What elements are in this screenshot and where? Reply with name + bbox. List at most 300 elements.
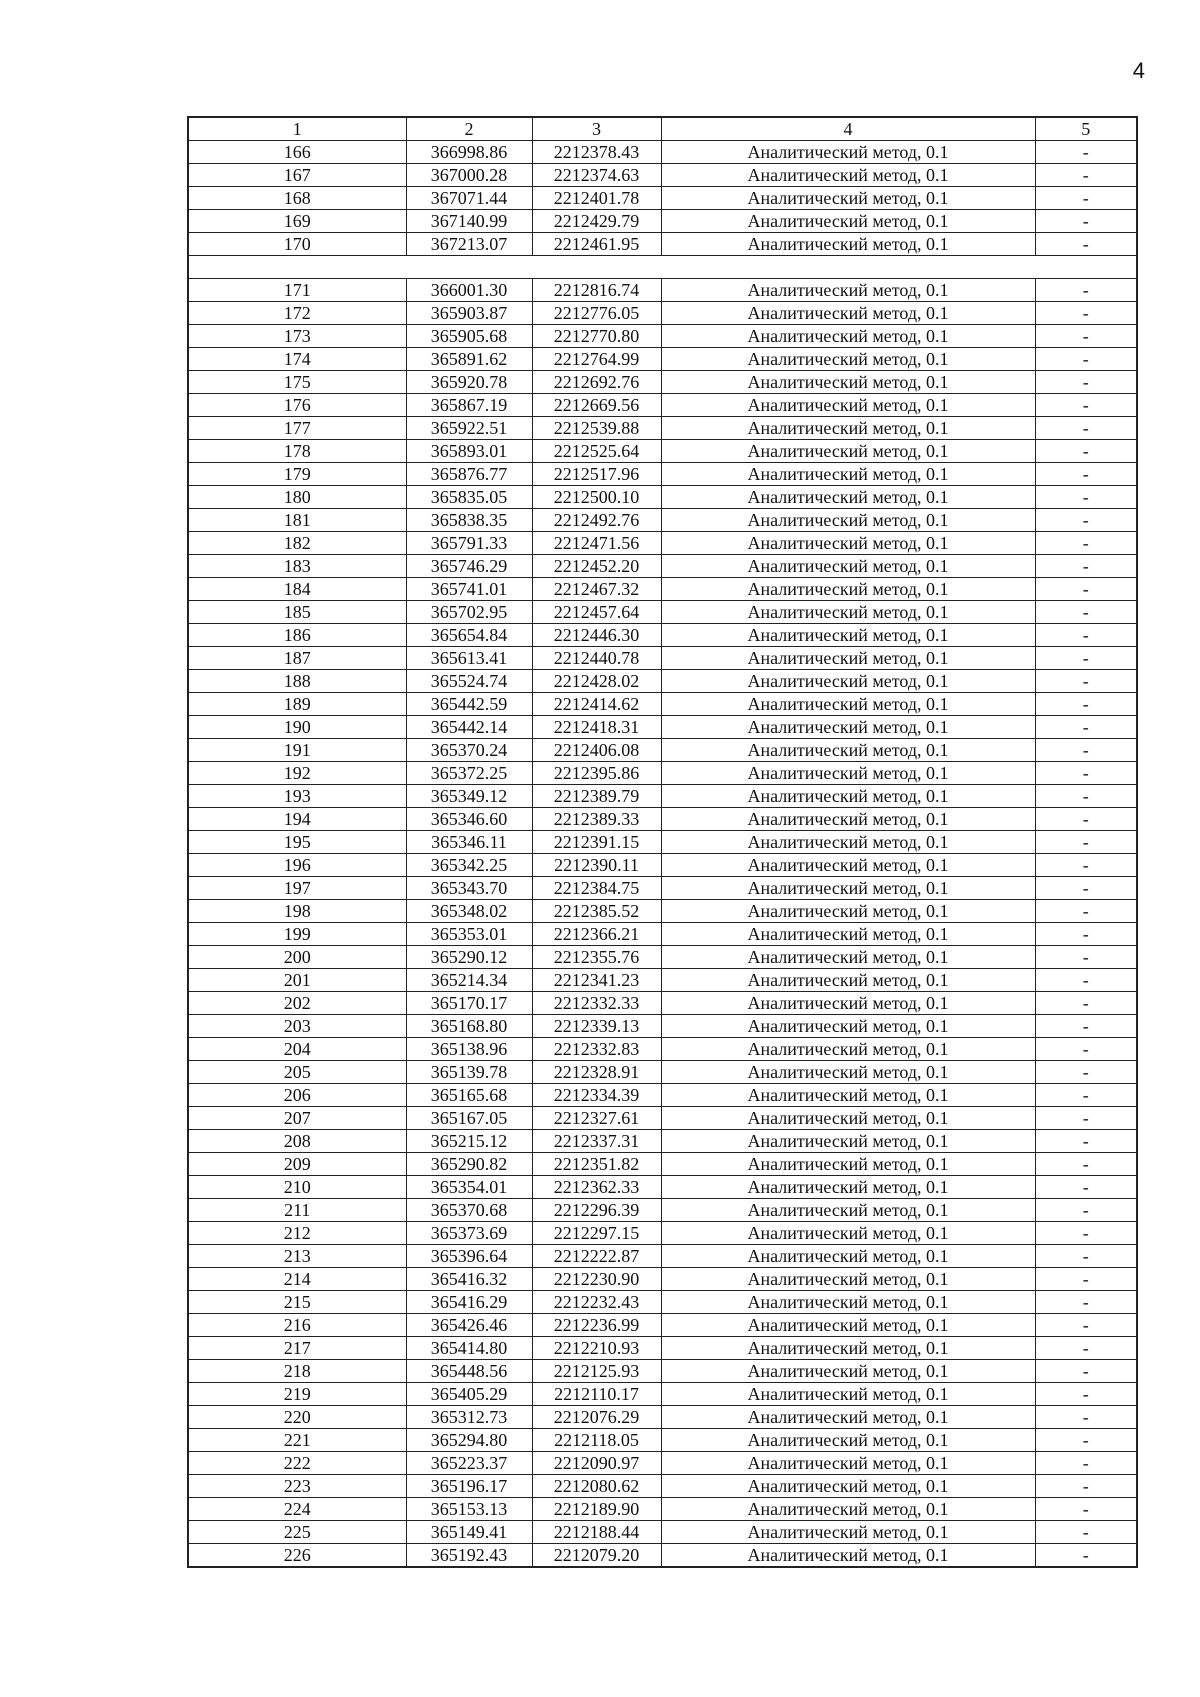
table-row <box>188 1245 1137 1268</box>
header-row <box>188 117 1137 141</box>
x-coordinate-cell: 365138.96 <box>406 1038 532 1061</box>
y-coordinate-cell: 2212236.99 <box>532 1314 661 1337</box>
y-coordinate-cell: 2212467.32 <box>532 578 661 601</box>
method-cell: Аналитический метод, 0.1 <box>661 1383 1035 1406</box>
y-coordinate-cell: 2212230.90 <box>532 1268 661 1291</box>
table-row <box>188 831 1137 854</box>
mark-cell: - <box>1035 440 1137 463</box>
table-row <box>188 417 1137 440</box>
y-coordinate-cell: 2212440.78 <box>532 647 661 670</box>
method-cell: Аналитический метод, 0.1 <box>661 693 1035 716</box>
point-number-cell: 185 <box>188 601 406 624</box>
method-cell: Аналитический метод, 0.1 <box>661 1061 1035 1084</box>
y-coordinate-cell: 2212090.97 <box>532 1452 661 1475</box>
point-number-cell: 212 <box>188 1222 406 1245</box>
method-cell: Аналитический метод, 0.1 <box>661 1429 1035 1452</box>
method-cell: Аналитический метод, 0.1 <box>661 210 1035 233</box>
table-row <box>188 762 1137 785</box>
method-cell: Аналитический метод, 0.1 <box>661 233 1035 256</box>
method-cell: Аналитический метод, 0.1 <box>661 417 1035 440</box>
point-number-cell: 171 <box>188 279 406 302</box>
y-coordinate-cell: 2212378.43 <box>532 141 661 164</box>
point-number-cell: 222 <box>188 1452 406 1475</box>
separator-cell <box>188 256 1137 279</box>
method-cell: Аналитический метод, 0.1 <box>661 440 1035 463</box>
x-coordinate-cell: 365343.70 <box>406 877 532 900</box>
x-coordinate-cell: 365920.78 <box>406 371 532 394</box>
table-row <box>188 1521 1137 1544</box>
y-coordinate-cell: 2212332.83 <box>532 1038 661 1061</box>
table-row <box>188 1268 1137 1291</box>
x-coordinate-cell: 367213.07 <box>406 233 532 256</box>
mark-cell: - <box>1035 1291 1137 1314</box>
method-cell: Аналитический метод, 0.1 <box>661 348 1035 371</box>
method-cell: Аналитический метод, 0.1 <box>661 992 1035 1015</box>
table-row <box>188 923 1137 946</box>
point-number-cell: 172 <box>188 302 406 325</box>
table-row <box>188 1199 1137 1222</box>
mark-cell: - <box>1035 210 1137 233</box>
y-coordinate-cell: 2212471.56 <box>532 532 661 555</box>
point-number-cell: 195 <box>188 831 406 854</box>
x-coordinate-cell: 365838.35 <box>406 509 532 532</box>
point-number-cell: 190 <box>188 716 406 739</box>
table-row <box>188 463 1137 486</box>
y-coordinate-cell: 2212210.93 <box>532 1337 661 1360</box>
y-coordinate-cell: 2212332.33 <box>532 992 661 1015</box>
y-coordinate-cell: 2212362.33 <box>532 1176 661 1199</box>
table-row <box>188 1061 1137 1084</box>
method-cell: Аналитический метод, 0.1 <box>661 555 1035 578</box>
mark-cell: - <box>1035 1406 1137 1429</box>
y-coordinate-cell: 2212525.64 <box>532 440 661 463</box>
y-coordinate-cell: 2212492.76 <box>532 509 661 532</box>
method-cell: Аналитический метод, 0.1 <box>661 1245 1035 1268</box>
table-row <box>188 946 1137 969</box>
mark-cell: - <box>1035 233 1137 256</box>
point-number-cell: 177 <box>188 417 406 440</box>
table-row <box>188 1337 1137 1360</box>
table-row <box>188 739 1137 762</box>
mark-cell: - <box>1035 1222 1137 1245</box>
mark-cell: - <box>1035 785 1137 808</box>
header-cell-3: 3 <box>532 117 661 141</box>
point-number-cell: 179 <box>188 463 406 486</box>
mark-cell: - <box>1035 1038 1137 1061</box>
header-cell-1: 1 <box>188 117 406 141</box>
method-cell: Аналитический метод, 0.1 <box>661 785 1035 808</box>
point-number-cell: 219 <box>188 1383 406 1406</box>
y-coordinate-cell: 2212389.79 <box>532 785 661 808</box>
method-cell: Аналитический метод, 0.1 <box>661 164 1035 187</box>
y-coordinate-cell: 2212337.31 <box>532 1130 661 1153</box>
point-number-cell: 186 <box>188 624 406 647</box>
method-cell: Аналитический метод, 0.1 <box>661 624 1035 647</box>
y-coordinate-cell: 2212355.76 <box>532 946 661 969</box>
table-row <box>188 1107 1137 1130</box>
method-cell: Аналитический метод, 0.1 <box>661 1521 1035 1544</box>
y-coordinate-cell: 2212366.21 <box>532 923 661 946</box>
x-coordinate-cell: 365192.43 <box>406 1544 532 1568</box>
point-number-cell: 192 <box>188 762 406 785</box>
table-row <box>188 900 1137 923</box>
method-cell: Аналитический метод, 0.1 <box>661 670 1035 693</box>
y-coordinate-cell: 2212692.76 <box>532 371 661 394</box>
table-row <box>188 670 1137 693</box>
table-row <box>188 1452 1137 1475</box>
x-coordinate-cell: 365196.17 <box>406 1475 532 1498</box>
x-coordinate-cell: 365835.05 <box>406 486 532 509</box>
x-coordinate-cell: 365442.59 <box>406 693 532 716</box>
mark-cell: - <box>1035 854 1137 877</box>
point-number-cell: 182 <box>188 532 406 555</box>
method-cell: Аналитический метод, 0.1 <box>661 486 1035 509</box>
y-coordinate-cell: 2212816.74 <box>532 279 661 302</box>
y-coordinate-cell: 2212389.33 <box>532 808 661 831</box>
x-coordinate-cell: 367071.44 <box>406 187 532 210</box>
x-coordinate-cell: 365373.69 <box>406 1222 532 1245</box>
mark-cell: - <box>1035 877 1137 900</box>
method-cell: Аналитический метод, 0.1 <box>661 900 1035 923</box>
x-coordinate-cell: 365746.29 <box>406 555 532 578</box>
method-cell: Аналитический метод, 0.1 <box>661 509 1035 532</box>
y-coordinate-cell: 2212385.52 <box>532 900 661 923</box>
y-coordinate-cell: 2212339.13 <box>532 1015 661 1038</box>
y-coordinate-cell: 2212328.91 <box>532 1061 661 1084</box>
x-coordinate-cell: 365153.13 <box>406 1498 532 1521</box>
y-coordinate-cell: 2212076.29 <box>532 1406 661 1429</box>
mark-cell: - <box>1035 141 1137 164</box>
point-number-cell: 194 <box>188 808 406 831</box>
method-cell: Аналитический метод, 0.1 <box>661 1222 1035 1245</box>
x-coordinate-cell: 365342.25 <box>406 854 532 877</box>
y-coordinate-cell: 2212517.96 <box>532 463 661 486</box>
x-coordinate-cell: 365448.56 <box>406 1360 532 1383</box>
y-coordinate-cell: 2212110.17 <box>532 1383 661 1406</box>
mark-cell: - <box>1035 1268 1137 1291</box>
y-coordinate-cell: 2212452.20 <box>532 555 661 578</box>
y-coordinate-cell: 2212429.79 <box>532 210 661 233</box>
x-coordinate-cell: 365791.33 <box>406 532 532 555</box>
mark-cell: - <box>1035 831 1137 854</box>
table-row <box>188 1291 1137 1314</box>
y-coordinate-cell: 2212406.08 <box>532 739 661 762</box>
point-number-cell: 223 <box>188 1475 406 1498</box>
point-number-cell: 173 <box>188 325 406 348</box>
point-number-cell: 191 <box>188 739 406 762</box>
table-row <box>188 716 1137 739</box>
method-cell: Аналитический метод, 0.1 <box>661 394 1035 417</box>
mark-cell: - <box>1035 187 1137 210</box>
x-coordinate-cell: 365426.46 <box>406 1314 532 1337</box>
point-number-cell: 193 <box>188 785 406 808</box>
table-row <box>188 302 1137 325</box>
point-number-cell: 214 <box>188 1268 406 1291</box>
x-coordinate-cell: 365922.51 <box>406 417 532 440</box>
mark-cell: - <box>1035 532 1137 555</box>
point-number-cell: 215 <box>188 1291 406 1314</box>
method-cell: Аналитический метод, 0.1 <box>661 1038 1035 1061</box>
y-coordinate-cell: 2212384.75 <box>532 877 661 900</box>
table-row <box>188 394 1137 417</box>
point-number-cell: 197 <box>188 877 406 900</box>
table-row <box>188 279 1137 302</box>
x-coordinate-cell: 365290.12 <box>406 946 532 969</box>
mark-cell: - <box>1035 1452 1137 1475</box>
y-coordinate-cell: 2212125.93 <box>532 1360 661 1383</box>
point-number-cell: 224 <box>188 1498 406 1521</box>
group-separator-row <box>188 256 1137 279</box>
x-coordinate-cell: 365891.62 <box>406 348 532 371</box>
table-row <box>188 1222 1137 1245</box>
y-coordinate-cell: 2212391.15 <box>532 831 661 854</box>
table-row <box>188 141 1137 164</box>
mark-cell: - <box>1035 693 1137 716</box>
method-cell: Аналитический метод, 0.1 <box>661 1337 1035 1360</box>
method-cell: Аналитический метод, 0.1 <box>661 302 1035 325</box>
mark-cell: - <box>1035 417 1137 440</box>
y-coordinate-cell: 2212418.31 <box>532 716 661 739</box>
table-row <box>188 1406 1137 1429</box>
y-coordinate-cell: 2212764.99 <box>532 348 661 371</box>
y-coordinate-cell: 2212539.88 <box>532 417 661 440</box>
method-cell: Аналитический метод, 0.1 <box>661 601 1035 624</box>
x-coordinate-cell: 365223.37 <box>406 1452 532 1475</box>
y-coordinate-cell: 2212222.87 <box>532 1245 661 1268</box>
mark-cell: - <box>1035 1107 1137 1130</box>
y-coordinate-cell: 2212374.63 <box>532 164 661 187</box>
mark-cell: - <box>1035 394 1137 417</box>
point-number-cell: 178 <box>188 440 406 463</box>
mark-cell: - <box>1035 578 1137 601</box>
point-number-cell: 174 <box>188 348 406 371</box>
mark-cell: - <box>1035 348 1137 371</box>
table-row <box>188 555 1137 578</box>
table-row <box>188 624 1137 647</box>
mark-cell: - <box>1035 1314 1137 1337</box>
y-coordinate-cell: 2212457.64 <box>532 601 661 624</box>
x-coordinate-cell: 365353.01 <box>406 923 532 946</box>
mark-cell: - <box>1035 1061 1137 1084</box>
mark-cell: - <box>1035 1153 1137 1176</box>
mark-cell: - <box>1035 302 1137 325</box>
y-coordinate-cell: 2212188.44 <box>532 1521 661 1544</box>
mark-cell: - <box>1035 1383 1137 1406</box>
mark-cell: - <box>1035 1084 1137 1107</box>
mark-cell: - <box>1035 1360 1137 1383</box>
table-row <box>188 371 1137 394</box>
table-row <box>188 486 1137 509</box>
x-coordinate-cell: 365416.32 <box>406 1268 532 1291</box>
method-cell: Аналитический метод, 0.1 <box>661 854 1035 877</box>
table-row <box>188 808 1137 831</box>
x-coordinate-cell: 365414.80 <box>406 1337 532 1360</box>
method-cell: Аналитический метод, 0.1 <box>661 1199 1035 1222</box>
table-row <box>188 1153 1137 1176</box>
method-cell: Аналитический метод, 0.1 <box>661 1130 1035 1153</box>
method-cell: Аналитический метод, 0.1 <box>661 647 1035 670</box>
mark-cell: - <box>1035 1498 1137 1521</box>
x-coordinate-cell: 365903.87 <box>406 302 532 325</box>
mark-cell: - <box>1035 164 1137 187</box>
x-coordinate-cell: 365372.25 <box>406 762 532 785</box>
method-cell: Аналитический метод, 0.1 <box>661 831 1035 854</box>
method-cell: Аналитический метод, 0.1 <box>661 463 1035 486</box>
page-number: 4 <box>1132 58 1145 83</box>
table-row <box>188 1544 1137 1568</box>
table-row <box>188 578 1137 601</box>
table-row <box>188 1084 1137 1107</box>
mark-cell: - <box>1035 1130 1137 1153</box>
method-cell: Аналитический метод, 0.1 <box>661 279 1035 302</box>
mark-cell: - <box>1035 1245 1137 1268</box>
table-row <box>188 1015 1137 1038</box>
mark-cell: - <box>1035 555 1137 578</box>
point-number-cell: 187 <box>188 647 406 670</box>
x-coordinate-cell: 365905.68 <box>406 325 532 348</box>
x-coordinate-cell: 365354.01 <box>406 1176 532 1199</box>
method-cell: Аналитический метод, 0.1 <box>661 578 1035 601</box>
method-cell: Аналитический метод, 0.1 <box>661 187 1035 210</box>
mark-cell: - <box>1035 670 1137 693</box>
table-row <box>188 348 1137 371</box>
y-coordinate-cell: 2212770.80 <box>532 325 661 348</box>
method-cell: Аналитический метод, 0.1 <box>661 1406 1035 1429</box>
method-cell: Аналитический метод, 0.1 <box>661 1544 1035 1568</box>
x-coordinate-cell: 366001.30 <box>406 279 532 302</box>
y-coordinate-cell: 2212776.05 <box>532 302 661 325</box>
table-row <box>188 1498 1137 1521</box>
header-cell-5: 5 <box>1035 117 1137 141</box>
table-row <box>188 440 1137 463</box>
x-coordinate-cell: 365349.12 <box>406 785 532 808</box>
x-coordinate-cell: 365346.60 <box>406 808 532 831</box>
point-number-cell: 168 <box>188 187 406 210</box>
table-row <box>188 325 1137 348</box>
method-cell: Аналитический метод, 0.1 <box>661 325 1035 348</box>
x-coordinate-cell: 365702.95 <box>406 601 532 624</box>
table-row <box>188 1314 1137 1337</box>
point-number-cell: 169 <box>188 210 406 233</box>
x-coordinate-cell: 365893.01 <box>406 440 532 463</box>
method-cell: Аналитический метод, 0.1 <box>661 1153 1035 1176</box>
point-number-cell: 183 <box>188 555 406 578</box>
x-coordinate-cell: 365168.80 <box>406 1015 532 1038</box>
y-coordinate-cell: 2212390.11 <box>532 854 661 877</box>
mark-cell: - <box>1035 371 1137 394</box>
y-coordinate-cell: 2212334.39 <box>532 1084 661 1107</box>
point-number-cell: 213 <box>188 1245 406 1268</box>
point-number-cell: 175 <box>188 371 406 394</box>
y-coordinate-cell: 2212079.20 <box>532 1544 661 1568</box>
header-cell-2: 2 <box>406 117 532 141</box>
method-cell: Аналитический метод, 0.1 <box>661 762 1035 785</box>
mark-cell: - <box>1035 739 1137 762</box>
mark-cell: - <box>1035 969 1137 992</box>
y-coordinate-cell: 2212500.10 <box>532 486 661 509</box>
method-cell: Аналитический метод, 0.1 <box>661 1015 1035 1038</box>
point-number-cell: 200 <box>188 946 406 969</box>
table-row <box>188 969 1137 992</box>
mark-cell: - <box>1035 1199 1137 1222</box>
x-coordinate-cell: 365370.68 <box>406 1199 532 1222</box>
point-number-cell: 167 <box>188 164 406 187</box>
x-coordinate-cell: 365370.24 <box>406 739 532 762</box>
mark-cell: - <box>1035 325 1137 348</box>
point-number-cell: 208 <box>188 1130 406 1153</box>
coordinates-table <box>187 116 1138 1568</box>
x-coordinate-cell: 367000.28 <box>406 164 532 187</box>
point-number-cell: 205 <box>188 1061 406 1084</box>
y-coordinate-cell: 2212395.86 <box>532 762 661 785</box>
point-number-cell: 203 <box>188 1015 406 1038</box>
point-number-cell: 181 <box>188 509 406 532</box>
x-coordinate-cell: 365170.17 <box>406 992 532 1015</box>
method-cell: Аналитический метод, 0.1 <box>661 969 1035 992</box>
mark-cell: - <box>1035 1176 1137 1199</box>
point-number-cell: 217 <box>188 1337 406 1360</box>
x-coordinate-cell: 365613.41 <box>406 647 532 670</box>
table-row <box>188 187 1137 210</box>
point-number-cell: 216 <box>188 1314 406 1337</box>
x-coordinate-cell: 365416.29 <box>406 1291 532 1314</box>
table-row <box>188 1429 1137 1452</box>
x-coordinate-cell: 365139.78 <box>406 1061 532 1084</box>
table-row <box>188 992 1137 1015</box>
x-coordinate-cell: 365290.82 <box>406 1153 532 1176</box>
point-number-cell: 166 <box>188 141 406 164</box>
mark-cell: - <box>1035 624 1137 647</box>
point-number-cell: 180 <box>188 486 406 509</box>
mark-cell: - <box>1035 1544 1137 1568</box>
x-coordinate-cell: 365165.68 <box>406 1084 532 1107</box>
method-cell: Аналитический метод, 0.1 <box>661 532 1035 555</box>
mark-cell: - <box>1035 762 1137 785</box>
y-coordinate-cell: 2212351.82 <box>532 1153 661 1176</box>
method-cell: Аналитический метод, 0.1 <box>661 1314 1035 1337</box>
table-row <box>188 1383 1137 1406</box>
method-cell: Аналитический метод, 0.1 <box>661 1268 1035 1291</box>
table-row <box>188 1475 1137 1498</box>
point-number-cell: 221 <box>188 1429 406 1452</box>
method-cell: Аналитический метод, 0.1 <box>661 371 1035 394</box>
table-row <box>188 532 1137 555</box>
mark-cell: - <box>1035 808 1137 831</box>
method-cell: Аналитический метод, 0.1 <box>661 877 1035 900</box>
y-coordinate-cell: 2212189.90 <box>532 1498 661 1521</box>
point-number-cell: 170 <box>188 233 406 256</box>
x-coordinate-cell: 365867.19 <box>406 394 532 417</box>
x-coordinate-cell: 365214.34 <box>406 969 532 992</box>
point-number-cell: 207 <box>188 1107 406 1130</box>
mark-cell: - <box>1035 716 1137 739</box>
table-row <box>188 1360 1137 1383</box>
y-coordinate-cell: 2212296.39 <box>532 1199 661 1222</box>
x-coordinate-cell: 365396.64 <box>406 1245 532 1268</box>
point-number-cell: 188 <box>188 670 406 693</box>
mark-cell: - <box>1035 601 1137 624</box>
x-coordinate-cell: 365312.73 <box>406 1406 532 1429</box>
y-coordinate-cell: 2212669.56 <box>532 394 661 417</box>
table-row <box>188 210 1137 233</box>
method-cell: Аналитический метод, 0.1 <box>661 1107 1035 1130</box>
method-cell: Аналитический метод, 0.1 <box>661 1498 1035 1521</box>
y-coordinate-cell: 2212461.95 <box>532 233 661 256</box>
method-cell: Аналитический метод, 0.1 <box>661 1176 1035 1199</box>
mark-cell: - <box>1035 1475 1137 1498</box>
x-coordinate-cell: 365405.29 <box>406 1383 532 1406</box>
point-number-cell: 206 <box>188 1084 406 1107</box>
